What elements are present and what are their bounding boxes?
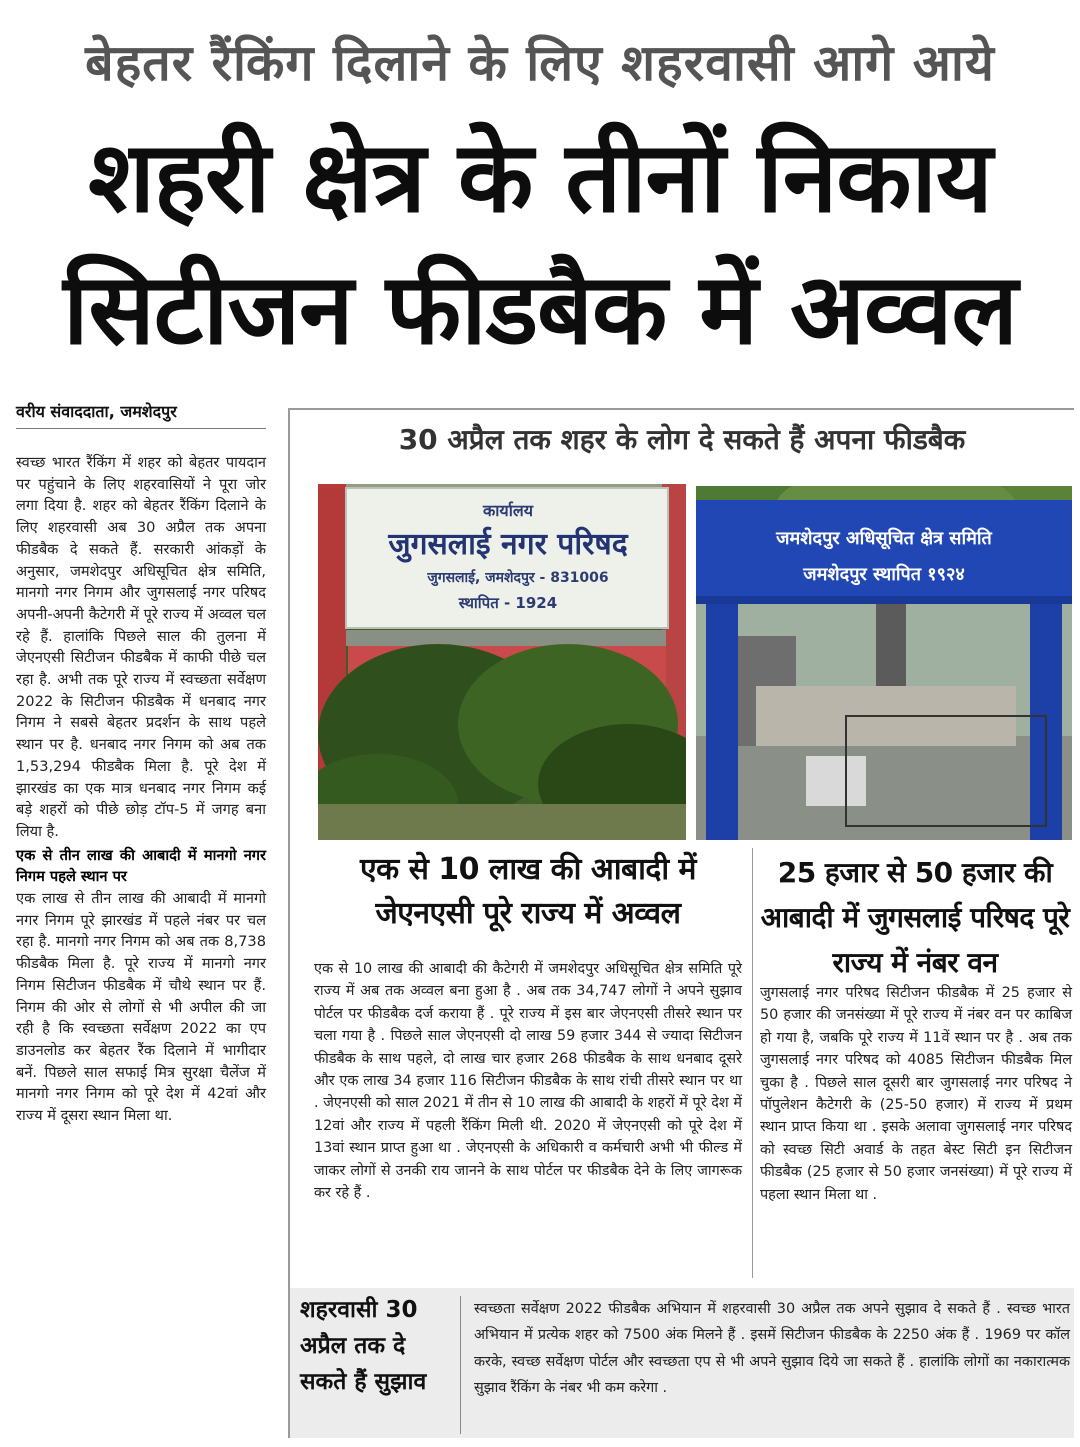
sign-address-text: जुगसलाई, जमशेदपुर - 831006 — [427, 570, 609, 586]
byline-divider — [16, 428, 266, 429]
gate-line-2: जमशेदपुर स्थापित १९२४ — [803, 564, 965, 585]
main-headline-line2: सिटीजन फीडबैक में अव्वल — [63, 253, 1017, 367]
sign-small-text: कार्यालय — [483, 501, 533, 520]
left-column — [16, 452, 266, 1127]
story1-heading: एक से 10 लाख की आबादी में जेएनएसी पूरे राज्य में अव्वल — [360, 852, 696, 931]
sign-main-text: जुगसलाई नगर परिषद — [388, 527, 628, 562]
story1-body: एक से 10 लाख की आबादी की कैटेगरी में जमशेदपुर अधिसूचित क्षेत्र समिति पूरे राज्य में अब तक अव्वल बना हुआ है . अब तक 34,747 लोगों ने अपने सुझाव पोर्टल पर फीडबैक दर्ज कराया हैं . पूरे राज्य में इस बार जेएनएसी तीसरे स्थान पर चला गया है . पिछले साल जेएनएसी दो लाख 59 हजार 344 से ज्यादा सिटीजन फीडबैक के साथ पहले, दो लाख चार हजार 268 फीडबैक के साथ धनबाद दूसरे और एक लाख 34 हजार 116 सिटीजन फीडबैक के साथ रांची तीसरे स्थान पर था . जेएनएसी को साल 2021 में तीन से 10 लाख की आबादी के शहरों में पूरे देश में 12वां और राज्य में पहली रैंकिंग मिली थी. 2020 में जेएनएसी को पूरे देश में 13वां स्थान प्राप्त हुआ था . जेएनएसी के अधिकारी व कर्मचारी अभी भी फील्ड में जाकर लोगों से उनकी राय जानने के साथ पोर्टल पर फीडबैक देने के लिए जागरूक कर रहे हैं . — [314, 961, 742, 1202]
bottom-box-label: शहरवासी 30 अप्रैल तक दे सकते हैं सुझाव — [300, 1297, 427, 1395]
story2-body: जुगसलाई नगर परिषद सिटीजन फीडबैक में 25 हजार से 50 हजार की जनसंख्या में पूरे राज्य में नंबर वन पर काबिज हो गया है, जबकि पूरे राज्य में 11वें स्थान पर है . अब तक जुगसलाई नगर परिषद को 4085 सिटीजन फीडबैक मिल चुका है . पिछले साल दूसरी बार जुगसलाई नगर परिषद ने पॉपुलेशन कैटेगरी के (25-50 हजार) में राज्य में प्रथम स्थान प्राप्त किया था . इसके अलावा जुगसलाई नगर परिषद को स्वच्छ सिटी अवार्ड के तहत बेस्ट सिटी इन सिटीजन फीडबैक (25 हजार से 50 हजार जनसंख्या) में पूरे राज्य में पहला स्थान मिला था . — [760, 985, 1072, 1203]
sign-established-text: स्थापित - 1924 — [458, 594, 558, 612]
bottom-box-divider — [460, 1296, 461, 1434]
gate-line-1: जमशेदपुर अधिसूचित क्षेत्र समिति — [776, 528, 992, 549]
bottom-box-body: स्वच्छता सर्वेक्षण 2022 फीडबैक अभियान में शहरवासी 30 अप्रैल तक अपने सुझाव दे सकते हैं . स्वच्छ भारत अभियान में प्रत्येक शहर को 7500 अंक मिलने हैं . इसमें सिटीजन फीडबैक के 2250 अंक हैं . 1969 पर कॉल करके, स्वच्छ सर्वेक्षण पोर्टल और स्वच्छता एप से भी अपने सुझाव दिये जा सकते हैं . हालांकि लोगों का नकारात्मक सुझाव रैंकिंग के नंबर भी कम करेगा . — [474, 1301, 1070, 1397]
photo-jugsalai-office — [318, 484, 686, 840]
story2-heading: 25 हजार से 50 हजार की आबादी में जुगसलाई परिषद पूरे राज्य में नंबर वन — [760, 856, 1070, 979]
byline: वरीय संवाददाता, जमशेदपुर — [16, 402, 177, 421]
kicker-headline: बेहतर रैंकिंग दिलाने के लिए शहरवासी आगे आये — [85, 34, 995, 92]
left-paragraph-2: एक लाख से तीन लाख की आबादी में मानगो नगर निगम पूरे झारखंड में पहले नंबर पर चल रहा है. मानगो नगर निगम को अब तक 8,738 फीडबैक मिला है. पूरे राज्य में मानगो नगर निगम सिटीजन फीडबैक में चौथे स्थान पर हैं. निगम की ओर से लोगों से भी अपील की जा रही है कि स्वच्छता सर्वेक्षण 2022 का एप डाउनलोड कर बेहतर रैंक दिलाने में भागीदार बनें. पिछले साल सफाई मित्र सुरक्षा चैलेंज में मानगो नगर निगम को पूरे देश में 42वां और राज्य में दूसरा स्थान मिला था. — [16, 890, 266, 1125]
left-subheading: एक से तीन लाख की आबादी में मानगो नगर निगम पहले स्थान पर — [16, 846, 266, 886]
column-divider — [752, 848, 753, 1278]
left-paragraph-1: स्वच्छ भारत रैंकिंग में शहर को बेहतर पायदान पर पहुंचाने के लिए शहरवासियों ने पूरा जोर लगा दिया है. शहर को बेहतर रैंकिंग दिलाने के लिए शहरवासी अब 30 अप्रैल तक अपना फीडबैक दे सकते हैं. सरकारी आंकड़ों के अनुसार, जमशेदपुर अधिसूचित क्षेत्र समिति, मानगो नगर निगम और जुगसलाई नगर परिषद अपनी-अपनी कैटेगरी में पूरे राज्य में अव्वल चल रहे हैं. हालांकि पिछले साल की तुलना में जेएनएसी सिटीजन फीडबैक में काफी पीछे चल रहा है. अभी तक पूरे राज्य में स्वच्छता सर्वेक्षण 2022 के सिटीजन फीडबैक में धनबाद नगर निगम ने सबसे बेहतर प्रदर्शन के साथ पहले स्थान पर है. धनबाद नगर निगम को अब तक 1,53,294 फीडबैक मिला है. पूरे देश में झारखंड का एक मात्र धनबाद नगर निगम कई बड़े शहरों को पीछे छोड़ टॉप-5 में जगह बना लिया है. — [16, 454, 266, 840]
feature-box-title: 30 अप्रैल तक शहर के लोग दे सकते हैं अपना फीडबैक — [398, 423, 966, 456]
photo-jnac-gate — [696, 486, 1072, 840]
main-headline-line1: शहरी क्षेत्र के तीनों निकाय — [88, 121, 992, 235]
